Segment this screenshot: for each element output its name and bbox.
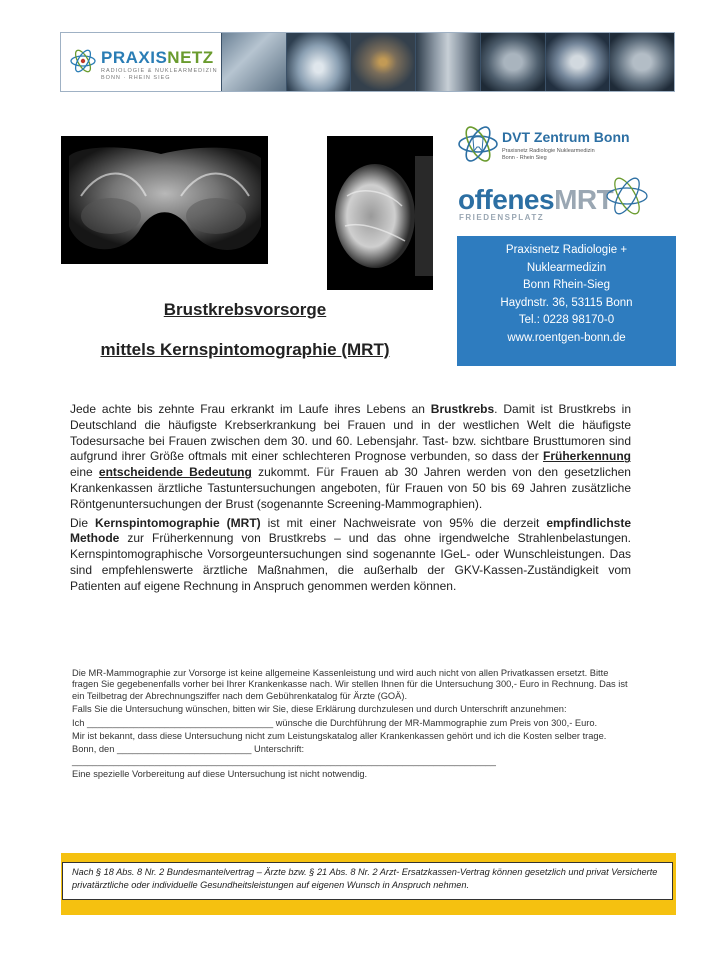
praxisnetz-logo — [61, 33, 221, 91]
preparation-note: Eine spezielle Vorbereitung auf diese Untersuchung ist nicht notwendig. — [72, 769, 368, 780]
consent-date-signature-line[interactable]: Bonn, den __________________________ Unterschrift: — [72, 744, 305, 755]
scan-tile — [350, 33, 415, 91]
ct-slice-tile — [480, 33, 545, 91]
contact-line: Bonn Rhein-Sieg — [523, 279, 610, 291]
consent-section — [72, 668, 632, 783]
body-paragraph-1: Jede achte bis zehnte Frau erkrankt im Laufe ihres Lebens an Brustkrebs. Damit ist Brustkrebs in Deutschland die häufigste Krebserkrankung bei Frauen und in der westlichen Welt die häufigste Todesursache bei Frauen zwischen dem 30. und 60. Lebensjahr. Tast- bzw. sichtbare Brusttumoren sind aufgrund ihrer Größe oftmals mit einer schlechteren Prognose verbunden, so dass der Früherkennung eine entscheidende Bedeutung zukommt. Für Frauen ab 30 Jahren werden von den gesetzlichen Krankenkassen ärztliche Tastuntersuchungen angeboten, für Frauen von 50 bis 69 Jahren zusätzliche Röntgenuntersuchungen der Brust (sogenannte Screening-Mammographien). — [70, 402, 632, 511]
contact-address: Haydnstr. 36, 53115 Bonn — [500, 296, 633, 309]
signature-line[interactable]: __________________________________________________________________________________ — [72, 755, 496, 766]
offenes-atom-icon — [605, 174, 649, 218]
consent-instruction: Falls Sie die Untersuchung wünschen, bitten wir Sie, diese Erklärung durchzulesen und durch Unterschrift anzunehmen: — [72, 704, 567, 715]
offenes-mrt-subtitle: FRIEDENSPLATZ — [459, 213, 545, 222]
dvt-atom-icon — [457, 123, 499, 165]
dvt-subtitle: Praxisnetz Radiologie Nuklearmedizin Bonn - Rhein Sieg — [502, 148, 595, 161]
xray-tile — [221, 33, 286, 91]
breast-mri-sagittal-image — [327, 136, 433, 290]
ct-slice-tile — [609, 33, 674, 91]
breast-mri-axial-image — [61, 136, 268, 264]
consent-cost-statement: Mir ist bekannt, dass diese Untersuchung nicht zum Leistungskatalog aller Krankenkassen gehört und ich die Kosten selber trage. — [72, 731, 607, 742]
consent-name-line[interactable]: Ich ____________________________________ wünsche die Durchführung der MR-Mammographie zum Preis von 300,- Euro. — [72, 717, 598, 728]
logo-wordmark: PRAXISNETZ — [101, 48, 214, 67]
contact-box — [457, 236, 676, 366]
dvt-zentrum-logo — [455, 118, 670, 170]
chest-xray-tile — [415, 33, 480, 91]
body-paragraph-2: Die Kernspintomographie (MRT) ist mit einer Nachweisrate von 95% die derzeit empfindlichste Methode zur Früherkennung von Brustkrebs – und das ohne irgendwelche Strahlenbelastungen. Kernspintomographische Vorsorgeuntersuchungen sind sogenannte IGeL- oder Wunschleistungen. Das sind empfehlenswerte ärztliche Maßnahmen, die außerhalb der GKV-Kassen-Zuständigkeit vom Patienten auf eigene Rechnung in Anspruch genommen werden können. — [70, 515, 632, 593]
consent-info: Die MR-Mammographie zur Vorsorge ist keine allgemeine Kassenleistung und wird auch nicht von allen Privatkassen ersetzt. Bitte fragen Sie gegebenenfalls vorher bei Ihrer Krankenkasse nach. Wir stellen Ihnen für die Untersuchung 300,- Euro in Rechnung. Das ist ein Teilbetrag der Abrechnungsziffer nach dem Gebührenkatalog für Ärzte (GOÄ). — [72, 668, 628, 701]
footer-band — [61, 853, 676, 915]
contact-website-link[interactable]: www.roentgen-bonn.de — [507, 331, 626, 344]
medical-image-strip — [221, 33, 674, 91]
logo-subtitle: RADIOLOGIE & NUKLEARMEDIZIN BONN · RHEIN SIEG — [101, 68, 218, 81]
page-title: Brustkrebsvorsorge — [163, 300, 327, 319]
header-banner — [60, 32, 675, 92]
atom-logo-icon — [70, 48, 96, 74]
contact-line: Praxisnetz Radiologie + — [505, 244, 628, 256]
legal-note: Nach § 18 Abs. 8 Nr. 2 Bundesmantelvertrag – Ärzte bzw. § 21 Abs. 8 Nr. 2 Arzt- Ersatzkassen-Vertrag können gesetzlich und privat Versicherte privatärztliche oder individuelle Gesundheitsleistungen auf eigenen Wunsch in Anspruch nehmen. — [62, 862, 673, 900]
contact-line: Nuklearmedizin — [526, 261, 607, 274]
hand-xray-tile — [286, 33, 351, 91]
contact-phone: Tel.: 0228 98170-0 — [518, 314, 615, 326]
offenes-mrt-logo: offenesMRT FRIEDENSPLATZ — [455, 170, 670, 226]
body-text — [70, 402, 631, 598]
page-subtitle: mittels Kernspintomographie (MRT) — [100, 340, 390, 359]
dvt-title: DVT Zentrum Bonn — [502, 129, 630, 145]
ct-slice-tile — [545, 33, 610, 91]
